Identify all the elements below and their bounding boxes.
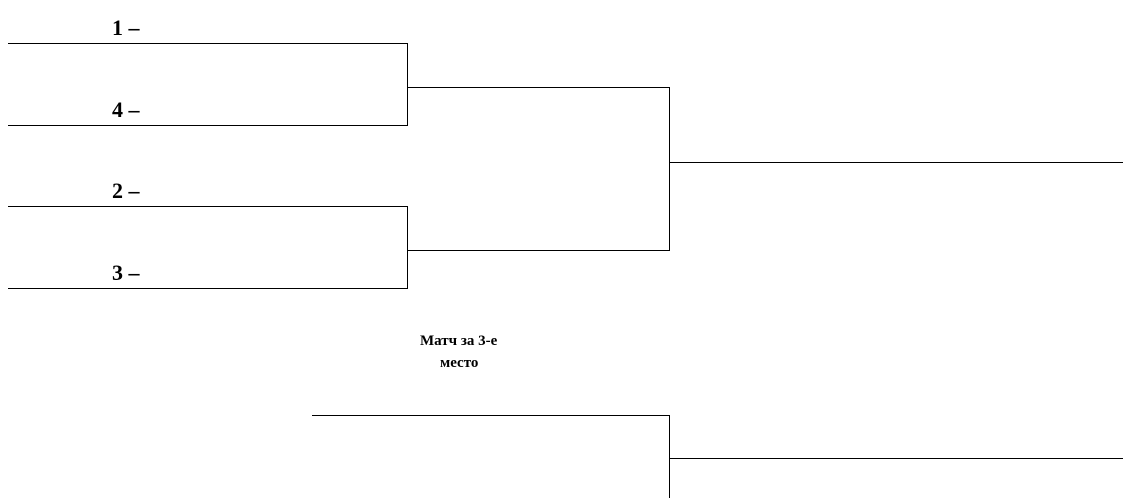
third-place-title-line-1: Матч за 3-е bbox=[420, 333, 498, 349]
third-place-connector bbox=[669, 415, 670, 498]
seed-2-label: 2 – bbox=[112, 178, 140, 203]
semifinal-2-connector bbox=[407, 206, 408, 289]
seed-1-line bbox=[8, 43, 408, 44]
semifinal-1-winner-line bbox=[407, 87, 670, 88]
seed-2-line bbox=[8, 206, 408, 207]
seed-3-line bbox=[8, 288, 408, 289]
seed-4-line bbox=[8, 125, 408, 126]
third-place-winner-line bbox=[669, 458, 1123, 459]
final-winner-line bbox=[669, 162, 1123, 163]
final-connector bbox=[669, 87, 670, 251]
seed-3-label: 3 – bbox=[112, 260, 140, 285]
third-place-top-line bbox=[312, 415, 670, 416]
seed-1-label: 1 – bbox=[112, 15, 140, 40]
seed-4-label: 4 – bbox=[112, 97, 140, 122]
third-place-title-line-2: место bbox=[440, 355, 479, 371]
semifinal-2-winner-line bbox=[407, 250, 670, 251]
third-place-title bbox=[420, 330, 620, 374]
semifinal-1-connector bbox=[407, 43, 408, 126]
